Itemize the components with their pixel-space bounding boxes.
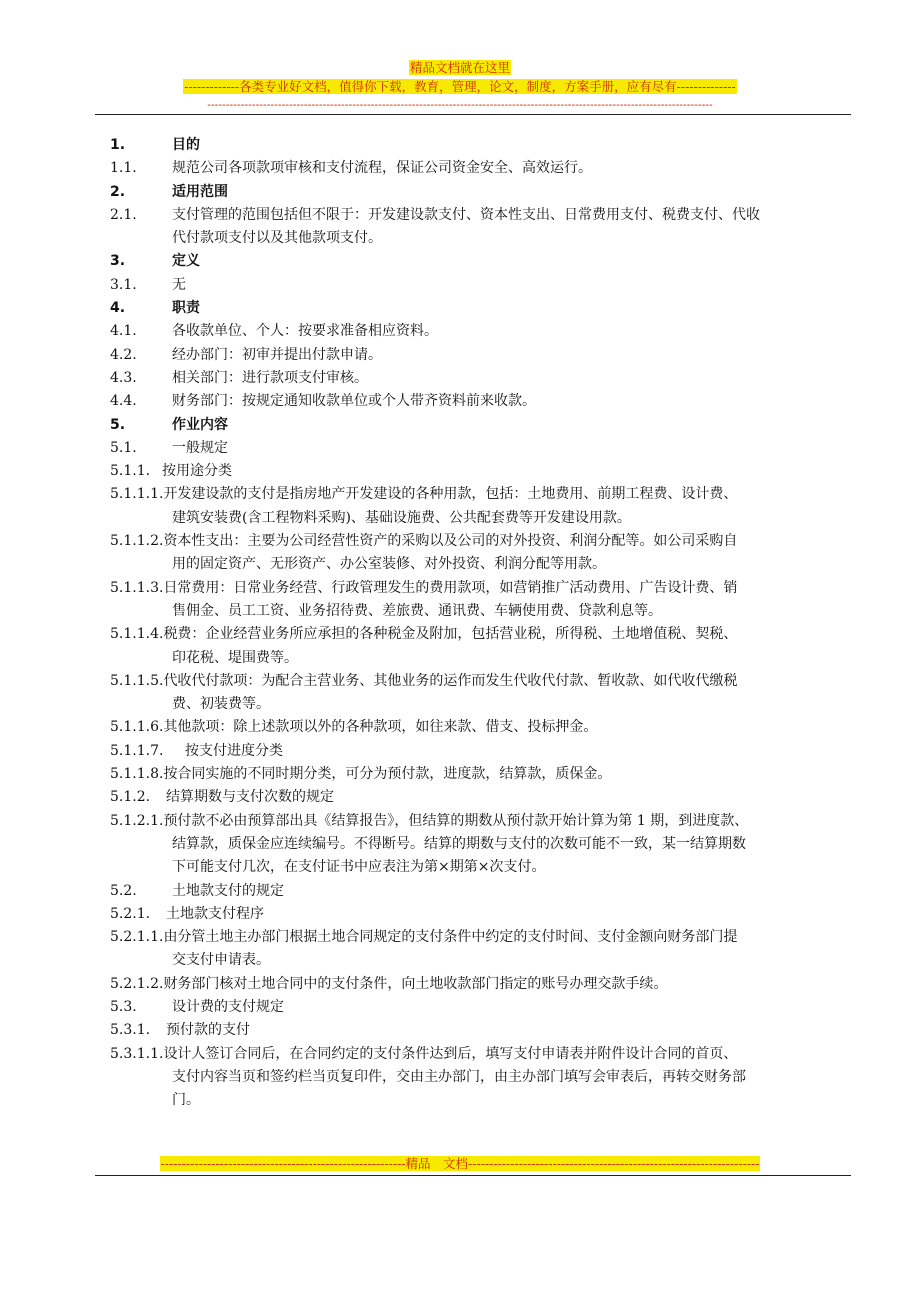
clause: 5.2.1.1. 由分管土地主办部门根据土地合同规定的支付条件中约定的支付时间、支付金额向财务部门提	[110, 929, 738, 946]
clause: 1.1. 规范公司各项款项审核和支付流程，保证公司资金安全、高效运行。	[110, 160, 592, 177]
clause: 4.2. 经办部门：初审并提出付款申请。	[110, 346, 382, 363]
clause: 5.1. 一般规定	[110, 439, 228, 456]
clause: 5.1.1.6. 其他款项：除上述款项以外的各种款项，如往来款、借支、投标押金。	[110, 719, 598, 736]
clause-continuation: 印花税、堤围费等。	[172, 649, 298, 666]
clause: 4.3. 相关部门：进行款项支付审核。	[110, 369, 368, 386]
clause: 5.3.1. 预付款的支付	[110, 1022, 250, 1039]
footer-banner: ----------------------------------------------------------精品 文档---------------------------------------------------------------------	[160, 1156, 760, 1171]
clause-continuation: 支付内容当页和签约栏当页复印件，交由主办部门，由主办部门填写会审表后，再转交财务部	[172, 1068, 746, 1085]
clause-continuation: 建筑安装费(含工程物料采购)、基础设施费、公共配套费等开发建设用款。	[172, 509, 631, 526]
clause-continuation: 用的固定资产、无形资产、办公室装修、对外投资、利润分配等用款。	[172, 556, 606, 573]
clause-continuation: 费、初装费等。	[172, 696, 270, 713]
clause: 5.1.1.8. 按合同实施的不同时期分类，可分为预付款，进度款，结算款，质保金。	[110, 766, 612, 783]
clause: 5.1.1.5. 代收代付款项：为配合主营业务、其他业务的运作而发生代收代付款、暂收款、如代收代缴税	[110, 672, 738, 689]
clause: 5.3. 设计费的支付规定	[110, 998, 284, 1015]
clause: 3.1. 无	[110, 276, 186, 293]
section-heading: 1. 目的	[110, 137, 200, 153]
section-heading: 5. 作业内容	[110, 416, 228, 433]
clause-continuation: 下可能支付几次，在支付证书中应表注为第×期第×次支付。	[172, 859, 546, 876]
clause-continuation: 门。	[172, 1092, 200, 1109]
clause: 5.1.1.2. 资本性支出：主要为公司经营性资产的采购以及公司的对外投资、利润分配等。如公司采购自	[110, 533, 738, 550]
header-rule	[95, 114, 851, 115]
clause: 5.1.1.1. 开发建设款的支付是指房地产开发建设的各种用款，包括：土地费用、前期工程费、设计费、	[110, 486, 738, 503]
header-tagline: -------------各类专业好文档，值得你下载，教育，管理，论文，制度，方案手册，应有尽有--------------	[184, 79, 736, 94]
clause: 5.1.2.1. 预付款不必由预算部出具《结算报告》，但结算的期数从预付款开始计算为第 1 期，到进度款、	[110, 812, 749, 829]
header-title: 精品文档就在这里	[409, 60, 510, 75]
clause: 5.2. 土地款支付的规定	[110, 882, 284, 899]
header-dashes: ----------------------------------------------------------------------------------------------------------------------------------------	[207, 98, 713, 111]
clause: 5.1.1.7. 按支付进度分类	[110, 742, 283, 759]
footer-rule	[95, 1175, 851, 1176]
clause-continuation: 代付款项支付以及其他款项支付。	[172, 230, 382, 247]
document-body	[110, 134, 850, 1112]
clause: 5.2.1.2. 财务部门核对土地合同中的支付条件，向土地收款部门指定的账号办理交款手续。	[110, 975, 668, 992]
clause: 5.1.1.3. 日常费用：日常业务经营、行政管理发生的费用款项，如营销推广活动费用、广告设计费、销	[110, 579, 738, 596]
section-heading: 4. 职责	[110, 300, 200, 317]
section-heading: 3. 定义	[110, 253, 200, 270]
clause-continuation: 交支付申请表。	[172, 952, 270, 969]
section-heading: 2. 适用范围	[110, 183, 228, 200]
clause-continuation: 结算款，质保金应连续编号。不得断号。结算的期数与支付的次数可能不一致，某一结算期数	[172, 835, 746, 852]
clause: 5.1.1.4. 税费：企业经营业务所应承担的各种税金及附加，包括营业税，所得税、土地增值税、契税、	[110, 626, 738, 643]
clause-continuation: 售佣金、员工工资、业务招待费、差旅费、通讯费、车辆使用费、贷款利息等。	[172, 602, 662, 619]
clause: 5.1.2. 结算期数与支付次数的规定	[110, 789, 334, 806]
clause: 4.4. 财务部门：按规定通知收款单位或个人带齐资料前来收款。	[110, 393, 536, 410]
clause: 4.1. 各收款单位、个人：按要求准备相应资料。	[110, 323, 438, 340]
clause: 5.3.1.1. 设计人签订合同后，在合同约定的支付条件达到后，填写支付申请表并附件设计合同的首页、	[110, 1045, 738, 1062]
clause: 5.2.1. 土地款支付程序	[110, 905, 264, 922]
clause: 2.1. 支付管理的范围包括但不限于：开发建设款支付、资本性支出、日常费用支付、税费支付、代收	[110, 206, 760, 223]
clause: 5.1.1. 按用途分类	[110, 463, 232, 480]
